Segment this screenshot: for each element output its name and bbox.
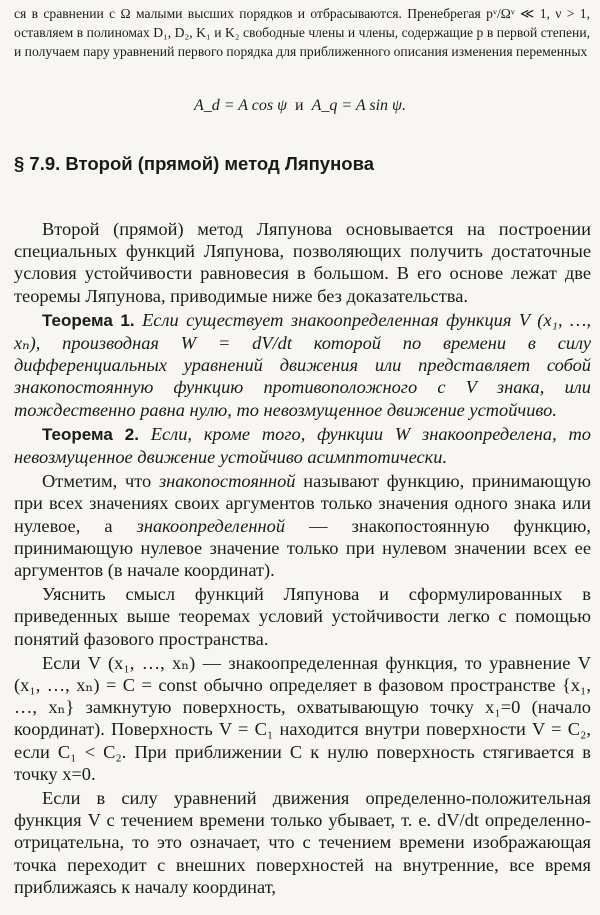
section-heading: § 7.9. Второй (прямой) метод Ляпунова [14,153,374,174]
paragraph-intro: Второй (прямой) метод Ляпунова основывается на построении специальных функций Ляпунова, позволяющих получить достаточные условия устойчивости равновесия в большом. В его основе лежат две теоремы Ляпунова, приводимые ниже без доказательства. [14,219,591,306]
theorem-1-text: Если существует знакоопределенная функция V (x₁, …, xₙ), производная W = dV/dt которой по времени в силу дифференциальных уравнений движения или представляет собой знакопостоянную функцию противоположного с V знака, или тождественно равна нулю, то невозмущенное движение устойчиво. [14,309,591,420]
theorem-2-label: Теорема 2. [42,424,139,444]
theorem-2-text: Если, кроме того, функции W знакоопределена, то невозмущенное движение устойчиво асимптотически. [14,423,591,468]
paragraph-phase-space: Уяснить смысл функций Ляпунова и сформулированных в приведенных выше теоремах условий устойчивости легко с помощью понятий фазового пространства. [14,584,591,649]
paragraph-surfaces: Если V (x₁, …, xₙ) — знакоопределенная функция, то уравнение V (x₁, …, xₙ) = C = const обычно определяет в фазовом пространстве {x₁, …, xₙ} замкнутую поверхность, охватывающую точку x₁=0 (начало координат). Поверхность V = C₁ находится внутри поверхности V = C₂, если C₁ < C₂. При приближении C к нулю поверхность стягивается в точку x=0. [14,652,591,784]
def-a: Отметим, что [42,471,152,492]
theorem-1-label: Теорема 1. [42,310,135,330]
paragraph-motion: Если в силу уравнений движения определенно-положительная функция V с течением времени только убывает, т. е. dV/dt определенно-отрицательна, то это означает, что с течением времени изображающая точка переходит с внешних поверхностей на внутренние, все время приближаясь к началу координат, [14,788,591,897]
formula-aq: A_q = A sin ψ. [311,97,406,114]
def-c: называют функцию, принимающую при всех значениях своих аргументов только значения одного знака или нулевое, а [14,471,591,536]
previous-page-text: ся в сравнении с Ω малыми высших порядков и отбрасываются. Пренебрегая pᵛ/Ωᵛ ≪ 1, ν > 1, оставляем в полиномах D₁, D₂, K₁ и K₂ свободные члены и члены, содержащие p в первой степени, и получаем пару уравнений первого порядка для приближенного описания изменения переменных [14,6,590,59]
formula-ad: A_d = A cos ψ [194,97,288,114]
theorem-2 [14,423,591,468]
paragraph-definitions [14,470,591,581]
formula-conjunction: и [295,97,304,114]
formula-line [0,97,600,115]
def-term-definite: знакоопределенной [136,515,286,536]
def-term-semidefinite: знакопостоянной [158,471,296,492]
body-text [14,218,591,898]
theorem-1 [14,309,591,421]
def-e: — знакопостоянную функцию, принимающую нулевое значение только при нулевом значении всех ее аргументов (в начале координат). [14,515,591,581]
